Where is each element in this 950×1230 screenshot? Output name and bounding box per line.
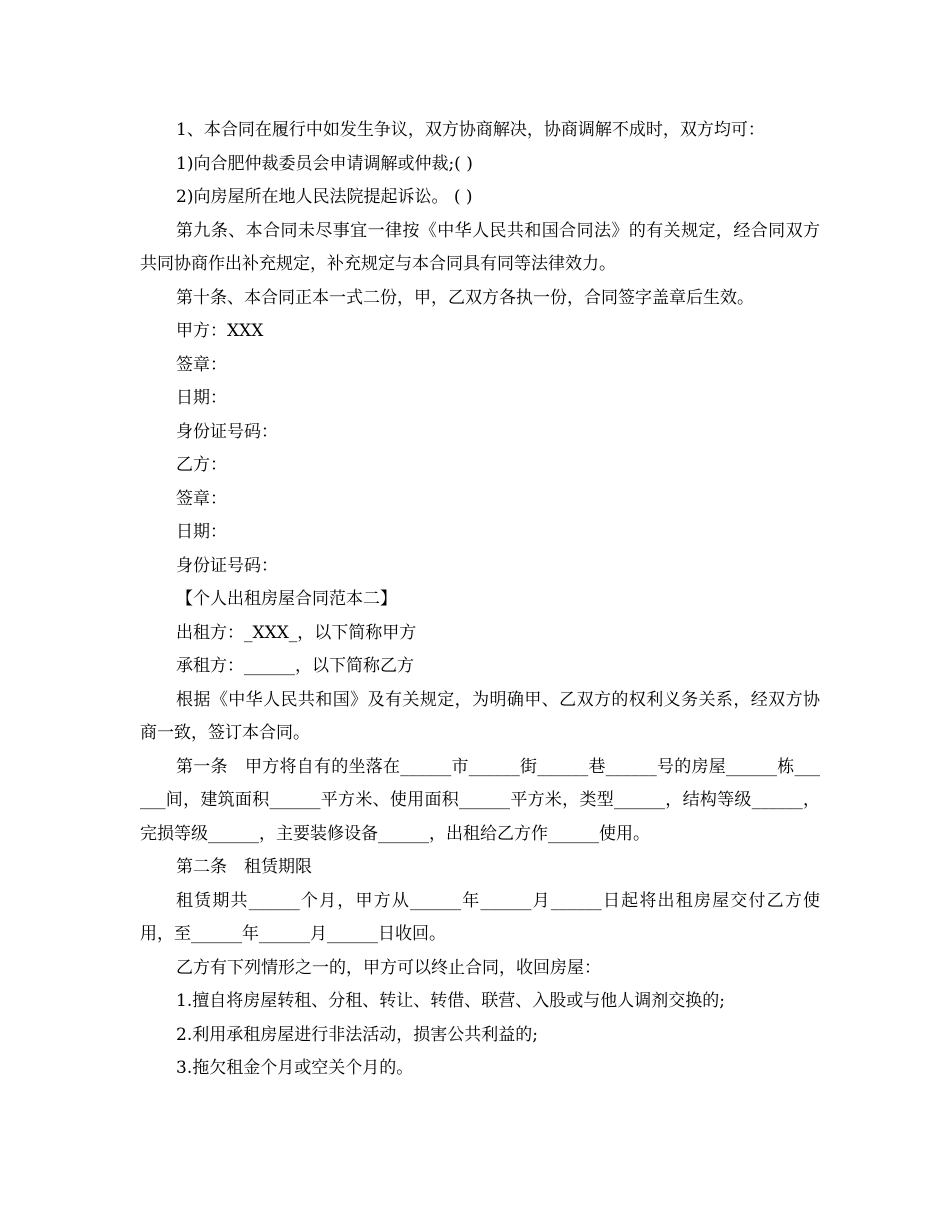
list-item-rent-arrears: 3.拖欠租金个月或空关个月的。 [176, 1058, 414, 1078]
paragraph-article-9: 第九条、本合同未尽事宜一律按《中华人民共和国合同法》的有关规定，经合同双方共同协商作出补充规定，补充规定与本合同具有同等法律效力。 [140, 220, 820, 274]
party-a-name: 甲方：XXX [176, 321, 264, 341]
document-body [140, 114, 820, 1086]
lessee-line: 承租方：______，以下简称乙方 [176, 656, 414, 676]
paragraph-article-10: 第十条、本合同正本一式二份，甲，乙双方各执一份，合同签字盖章后生效。 [176, 287, 754, 308]
party-a-date: 日期： [176, 388, 227, 408]
lessor-line: 出租方：_XXX_，以下简称甲方 [176, 622, 417, 643]
party-a-seal: 签章： [176, 354, 227, 375]
paragraph-termination-conditions: 乙方有下列情形之一的，甲方可以终止合同，收回房屋： [176, 957, 601, 978]
paragraph-lease-term: 租赁期共______个月，甲方从______年______月______日起将出租房屋交付乙方使用，至______年______月______日收回。 [140, 890, 820, 944]
paragraph-article-1: 第一条 甲方将自有的坐落在______市______街______巷______号的房屋______栋______间，建筑面积______平方米、使用面积______平方米，类型______，结构等级______，完损等级______，主要装修设备______，出租给乙方作______使用。 [140, 756, 820, 844]
party-b-id-number: 身份证号码： [176, 555, 278, 576]
party-b-seal: 签章： [176, 488, 227, 509]
list-item-sublet: 1.擅自将房屋转租、分租、转让、转借、联营、入股或与他人调剂交换的; [176, 991, 725, 1011]
party-b-date: 日期： [176, 522, 227, 542]
paragraph-arbitration-option: 1)向合肥仲裁委员会申请调解或仲裁;( ) [176, 153, 473, 174]
paragraph-preamble: 根据《中华人民共和国》及有关规定，为明确甲、乙双方的权利义务关系，经双方协商一致，签订本合同。 [140, 689, 820, 743]
party-b-name: 乙方： [176, 455, 227, 475]
paragraph-dispute-clause: 1、本合同在履行中如发生争议，双方协商解决，协商调解不成时，双方均可： [176, 120, 765, 140]
section-heading-template-2: 【个人出租房屋合同范本二】 [176, 589, 397, 609]
list-item-illegal-use: 2.利用承租房屋进行非法活动，损害公共利益的; [176, 1024, 538, 1045]
heading-article-2: 第二条 租赁期限 [176, 857, 312, 877]
party-a-id-number: 身份证号码： [176, 421, 278, 442]
paragraph-court-option: 2)向房屋所在地人民法院提起诉讼。 ( ) [176, 187, 473, 207]
